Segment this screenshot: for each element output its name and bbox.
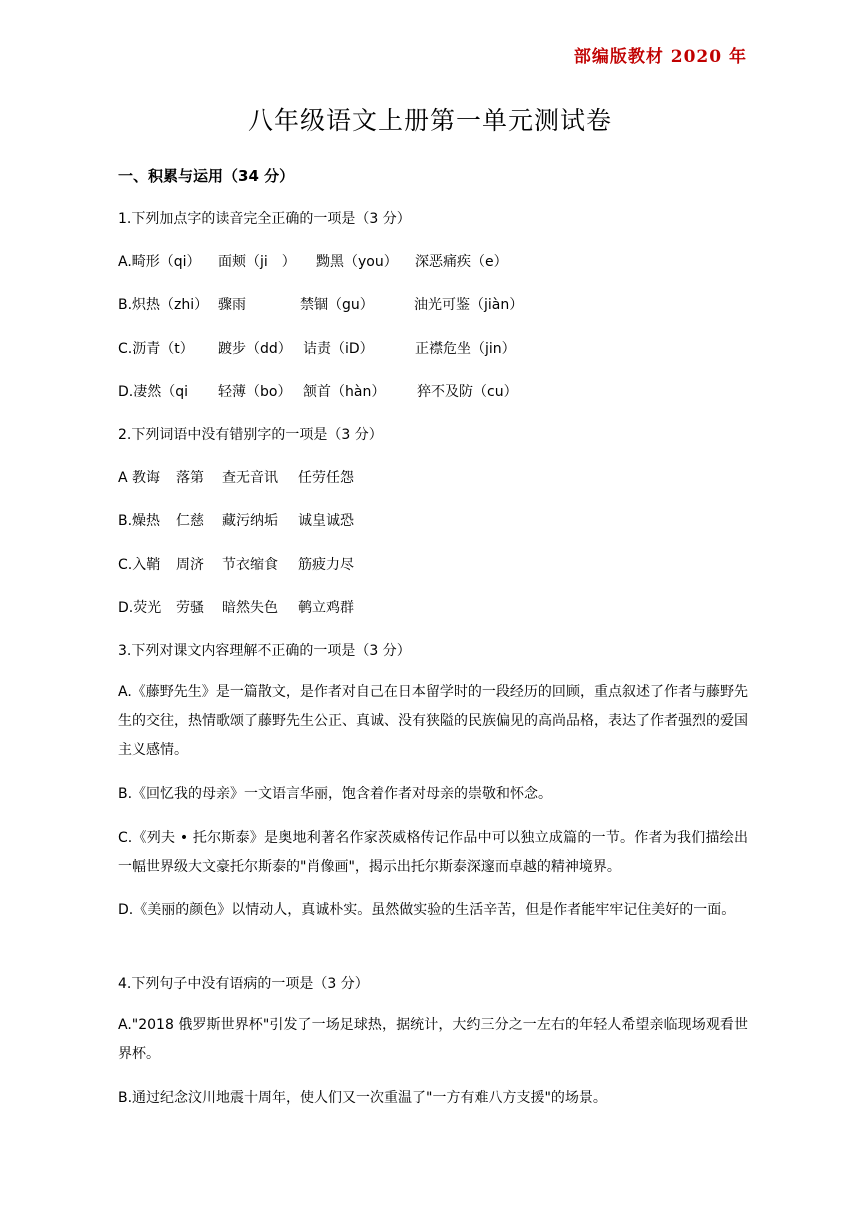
section-heading: 一、积累与运用（34 分）	[118, 167, 295, 185]
option-item: A 教诲	[118, 470, 161, 486]
option-item: 颔首（hàn）	[303, 384, 386, 400]
option-item: 任劳任怨	[298, 470, 354, 486]
option-item: 禁锢（gu）	[300, 297, 374, 313]
option-item: 鹌立鸡群	[298, 600, 354, 616]
option-item: C.入鞘	[118, 557, 161, 573]
question-2-option-c	[118, 554, 354, 574]
question-1-option-c	[118, 338, 516, 358]
question-1-option-d	[118, 381, 518, 401]
option-item: 黝黑（you）	[316, 254, 398, 270]
option-item: 轻薄（bo）	[218, 384, 292, 400]
question-3-option-a: A.《藤野先生》是一篇散文，是作者对自己在日本留学时的一段经历的回顾，重点叙述了作者与藤野先生的交往，热情歌颂了藤野先生公正、真诚、没有狭隘的民族偏见的高尚品格，表达了作者强烈的爱国主义感情。	[118, 684, 748, 758]
option-item: B.燥热	[118, 513, 161, 529]
option-item: 深恶痛疾（e）	[415, 254, 508, 270]
option-item: 查无音讯	[222, 470, 278, 486]
page-title: 八年级语文上册第一单元测试卷	[247, 106, 612, 135]
option-item: 诚皇诚恐	[298, 513, 354, 529]
question-2-option-a	[118, 467, 354, 487]
option-item: 藏污纳垢	[222, 513, 278, 529]
question-1-option-b	[118, 294, 523, 314]
option-item: D.荧光	[118, 600, 162, 616]
option-item: 面颊（ji ）	[218, 254, 296, 270]
question-3-option-d: D.《美丽的颜色》以情动人，真诚朴实。虽然做实验的生活辛苦，但是作者能牢牢记住美好的一面。	[118, 902, 736, 918]
option-item: 正襟危坐（jin）	[415, 341, 516, 357]
option-item: 节衣缩食	[222, 557, 278, 573]
question-2-option-d	[118, 597, 354, 617]
option-item: 踱步（dd）	[218, 341, 292, 357]
option-item: D.凄然（qi	[118, 384, 189, 400]
question-4-option-a: A."2018 俄罗斯世界杯"引发了一场足球热，据统计，大约三分之一左右的年轻人希望亲临现场观看世界杯。	[118, 1017, 748, 1062]
option-item: B.炽热（zhi）	[118, 297, 209, 313]
option-item: A.畸形（qi）	[118, 254, 201, 270]
option-item: 仁慈	[176, 513, 204, 529]
option-item: 猝不及防（cu）	[417, 384, 518, 400]
question-4-option-b: B.通过纪念汶川地震十周年，使人们又一次重温了"一方有难八方支援"的场景。	[118, 1090, 607, 1106]
question-2-stem: 2.下列词语中没有错别字的一项是（3 分）	[118, 427, 383, 443]
question-1-stem: 1.下列加点字的读音完全正确的一项是（3 分）	[118, 211, 411, 227]
option-item: 筋疲力尽	[298, 557, 354, 573]
question-4-stem: 4.下列句子中没有语病的一项是（3 分）	[118, 976, 369, 992]
option-item: 油光可鉴（jiàn）	[414, 297, 524, 313]
option-item: 落第	[176, 470, 204, 486]
option-item: 诘责（iD）	[303, 341, 374, 357]
option-item: 劳骚	[176, 600, 204, 616]
option-item: 暗然失色	[222, 600, 278, 616]
option-item: 周济	[176, 557, 204, 573]
question-2-option-b	[118, 510, 354, 530]
question-3-option-c: C.《列夫 • 托尔斯泰》是奥地利著名作家茨威格传记作品中可以独立成篇的一节。作者为我们描绘出一幅世界级大文豪托尔斯泰的"肖像画"，揭示出托尔斯泰深邃而卓越的精神境界。	[118, 830, 748, 875]
question-1-option-a	[118, 251, 508, 271]
question-3-option-b: B.《回忆我的母亲》一文语言华丽，饱含着作者对母亲的崇敬和怀念。	[118, 786, 553, 802]
question-3-stem: 3.下列对课文内容理解不正确的一项是（3 分）	[118, 643, 411, 659]
watermark: 部编版教材 2020 年	[573, 47, 747, 67]
option-item: 骤雨	[218, 297, 246, 313]
option-item: C.沥青（t）	[118, 341, 194, 357]
